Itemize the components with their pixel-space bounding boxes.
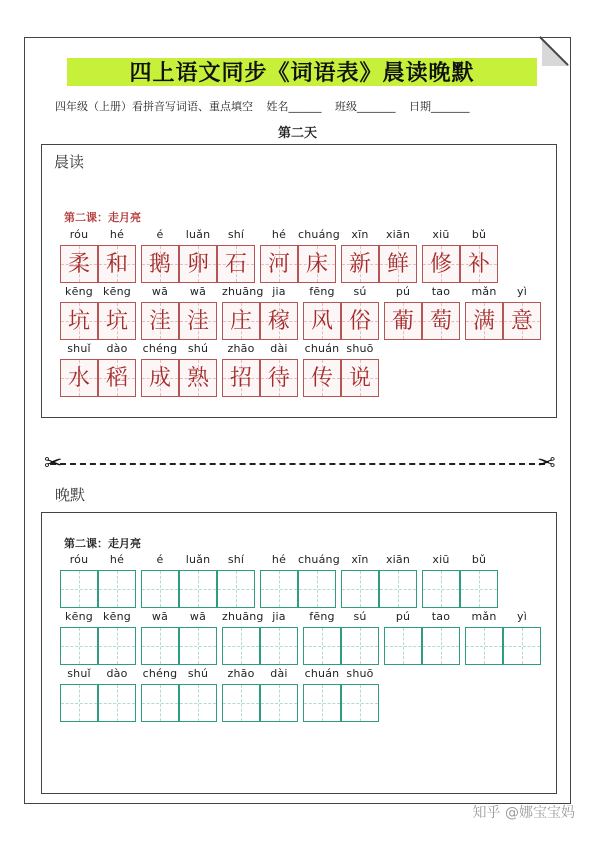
pinyin-label: é [156, 228, 164, 241]
pinyin-label: chuáng [298, 228, 340, 241]
hanzi-char: 床 [305, 252, 328, 277]
character-cell [503, 302, 541, 340]
hanzi-char: 熟 [186, 366, 209, 391]
pinyin-label: kēng [65, 285, 93, 298]
writing-cell[interactable] [298, 570, 336, 608]
character-cell [422, 245, 460, 283]
hanzi-char: 洼 [148, 309, 171, 334]
pinyin-label: tao [431, 610, 451, 623]
writing-cell[interactable] [141, 627, 179, 665]
writing-cell[interactable] [222, 684, 260, 722]
pinyin-label: fēng [309, 285, 335, 298]
hanzi-char: 满 [472, 309, 495, 334]
pinyin-label: dào [106, 667, 128, 680]
pinyin-label: hé [271, 553, 287, 566]
scissors-icon-left: ✂ [44, 451, 63, 476]
pinyin-label: wā [151, 610, 169, 623]
hanzi-char: 成 [148, 366, 171, 391]
character-cell [384, 302, 422, 340]
morning-lesson-title: 第二课：走月亮 [64, 211, 141, 224]
writing-cell[interactable] [179, 570, 217, 608]
pinyin-label: róu [69, 228, 89, 241]
pinyin-label: shuō [346, 667, 374, 680]
worksheet-page [24, 37, 571, 804]
scissors-icon-right: ✂ [536, 451, 555, 476]
writing-cell[interactable] [217, 570, 255, 608]
writing-cell[interactable] [341, 627, 379, 665]
pinyin-label: zhāo [227, 667, 255, 680]
pinyin-label: mǎn [471, 285, 497, 298]
pinyin-label: wā [189, 610, 207, 623]
character-cell [465, 302, 503, 340]
pinyin-label: é [156, 553, 164, 566]
character-cell [422, 302, 460, 340]
pinyin-label: shú [187, 667, 209, 680]
hanzi-char: 传 [310, 366, 333, 391]
pinyin-label: shí [227, 553, 245, 566]
hanzi-char: 葡 [391, 309, 414, 334]
writing-cell[interactable] [465, 627, 503, 665]
pinyin-label: shuǐ [67, 342, 91, 355]
pinyin-label: luǎn [185, 228, 211, 241]
date-field: 日期_______ [409, 100, 470, 113]
character-cell [179, 245, 217, 283]
pinyin-label: wā [189, 285, 207, 298]
writing-cell[interactable] [260, 570, 298, 608]
character-cell [303, 359, 341, 397]
pinyin-label: xīn [351, 228, 369, 241]
pinyin-label: hé [271, 228, 287, 241]
writing-cell[interactable] [98, 627, 136, 665]
hanzi-char: 萄 [429, 309, 452, 334]
hanzi-char: 稻 [105, 366, 128, 391]
hanzi-char: 说 [348, 366, 371, 391]
writing-cell[interactable] [260, 627, 298, 665]
hanzi-char: 洼 [186, 309, 209, 334]
writing-cell[interactable] [303, 684, 341, 722]
pinyin-label: sú [353, 285, 367, 298]
writing-cell[interactable] [341, 570, 379, 608]
writing-cell[interactable] [460, 570, 498, 608]
pinyin-label: chuáng [298, 553, 340, 566]
pinyin-label: wā [151, 285, 169, 298]
pinyin-label: yì [517, 285, 527, 298]
character-cell [260, 245, 298, 283]
writing-cell[interactable] [98, 570, 136, 608]
writing-cell[interactable] [303, 627, 341, 665]
pinyin-label: luǎn [185, 553, 211, 566]
pinyin-label: hé [109, 553, 125, 566]
pinyin-label: xīn [351, 553, 369, 566]
pinyin-label: chéng [142, 667, 178, 680]
hanzi-char: 庄 [229, 309, 252, 334]
hanzi-char: 坑 [105, 309, 128, 334]
pinyin-label: dào [106, 342, 128, 355]
pinyin-label: yì [517, 610, 527, 623]
pinyin-label: róu [69, 553, 89, 566]
character-cell [141, 302, 179, 340]
writing-cell[interactable] [260, 684, 298, 722]
evening-label: 晚默 [55, 486, 86, 504]
pinyin-label: dài [270, 342, 288, 355]
pinyin-label: pú [395, 285, 411, 298]
character-cell [179, 302, 217, 340]
pinyin-label: bǔ [471, 553, 487, 566]
pinyin-label: kēng [103, 610, 131, 623]
pinyin-label: kēng [103, 285, 131, 298]
pinyin-label: chuán [304, 342, 340, 355]
character-cell [141, 359, 179, 397]
character-cell [379, 245, 417, 283]
pinyin-label: shú [187, 342, 209, 355]
character-cell [60, 302, 98, 340]
character-cell [303, 302, 341, 340]
writing-cell[interactable] [179, 627, 217, 665]
writing-cell[interactable] [341, 684, 379, 722]
pinyin-label: zhuāng [222, 285, 264, 298]
day-heading: 第二天 [277, 126, 317, 141]
pinyin-label: zhuāng [222, 610, 264, 623]
hanzi-char: 意 [510, 309, 533, 334]
character-cell [98, 302, 136, 340]
hanzi-char: 河 [267, 252, 290, 277]
hanzi-char: 柔 [67, 252, 90, 277]
pinyin-label: jia [272, 610, 286, 623]
character-cell [217, 245, 255, 283]
character-cell [98, 359, 136, 397]
pinyin-label: xiān [385, 228, 411, 241]
writing-cell[interactable] [379, 570, 417, 608]
pinyin-label: xiū [432, 228, 450, 241]
hanzi-char: 风 [310, 309, 333, 334]
character-cell [260, 359, 298, 397]
writing-cell[interactable] [222, 627, 260, 665]
pinyin-label: shí [227, 228, 245, 241]
character-cell [341, 302, 379, 340]
hanzi-char: 待 [267, 366, 290, 391]
character-cell [60, 359, 98, 397]
character-cell [222, 359, 260, 397]
hanzi-char: 水 [67, 366, 90, 391]
pinyin-label: jia [272, 285, 286, 298]
writing-cell[interactable] [60, 684, 98, 722]
writing-cell[interactable] [422, 570, 460, 608]
writing-cell[interactable] [60, 627, 98, 665]
pinyin-label: dài [270, 667, 288, 680]
pinyin-label: kēng [65, 610, 93, 623]
info-line [55, 98, 480, 114]
hanzi-char: 石 [224, 252, 247, 277]
writing-cell[interactable] [98, 684, 136, 722]
pinyin-label: xiū [432, 553, 450, 566]
pinyin-label: chuán [304, 667, 340, 680]
class-field: 班级_______ [335, 100, 396, 113]
hanzi-char: 和 [105, 252, 128, 277]
hanzi-char: 鹅 [148, 252, 171, 277]
hanzi-char: 修 [429, 252, 452, 277]
evening-dictation-box [41, 512, 557, 794]
hanzi-char: 补 [467, 252, 490, 277]
writing-cell[interactable] [141, 684, 179, 722]
pinyin-label: fēng [309, 610, 335, 623]
hanzi-char: 鲜 [386, 252, 409, 277]
character-cell [341, 359, 379, 397]
hanzi-char: 稼 [267, 309, 290, 334]
character-cell [222, 302, 260, 340]
pinyin-label: shuǐ [67, 667, 91, 680]
character-cell [298, 245, 336, 283]
writing-cell[interactable] [503, 627, 541, 665]
writing-cell[interactable] [141, 570, 179, 608]
pinyin-label: pú [395, 610, 411, 623]
pinyin-label: zhāo [227, 342, 255, 355]
character-cell [60, 245, 98, 283]
character-cell [260, 302, 298, 340]
grade-text: 四年级（上册）看拼音写词语、重点填空 [55, 100, 253, 113]
hanzi-char: 卵 [186, 252, 209, 277]
character-cell [460, 245, 498, 283]
pinyin-label: mǎn [471, 610, 497, 623]
writing-cell[interactable] [384, 627, 422, 665]
pinyin-label: chéng [142, 342, 178, 355]
evening-lesson-title: 第二课：走月亮 [64, 537, 141, 550]
character-cell [341, 245, 379, 283]
character-cell [141, 245, 179, 283]
morning-label: 晨读 [54, 153, 85, 171]
character-cell [179, 359, 217, 397]
pinyin-label: bǔ [471, 228, 487, 241]
pinyin-label: xiān [385, 553, 411, 566]
pinyin-label: hé [109, 228, 125, 241]
hanzi-char: 俗 [348, 309, 371, 334]
pinyin-label: sú [353, 610, 367, 623]
writing-cell[interactable] [422, 627, 460, 665]
pinyin-label: shuō [346, 342, 374, 355]
writing-cell[interactable] [60, 570, 98, 608]
hanzi-char: 新 [348, 252, 371, 277]
character-cell [98, 245, 136, 283]
hanzi-char: 招 [229, 366, 252, 391]
cut-line [50, 463, 545, 465]
writing-cell[interactable] [179, 684, 217, 722]
hanzi-char: 坑 [67, 309, 90, 334]
pinyin-label: tao [431, 285, 451, 298]
morning-reading-box [41, 144, 557, 418]
name-field: 姓名______ [266, 100, 322, 113]
watermark: 知乎 @娜宝宝妈 [472, 805, 575, 821]
page-title: 四上语文同步《词语表》晨读晚默 [129, 60, 475, 86]
